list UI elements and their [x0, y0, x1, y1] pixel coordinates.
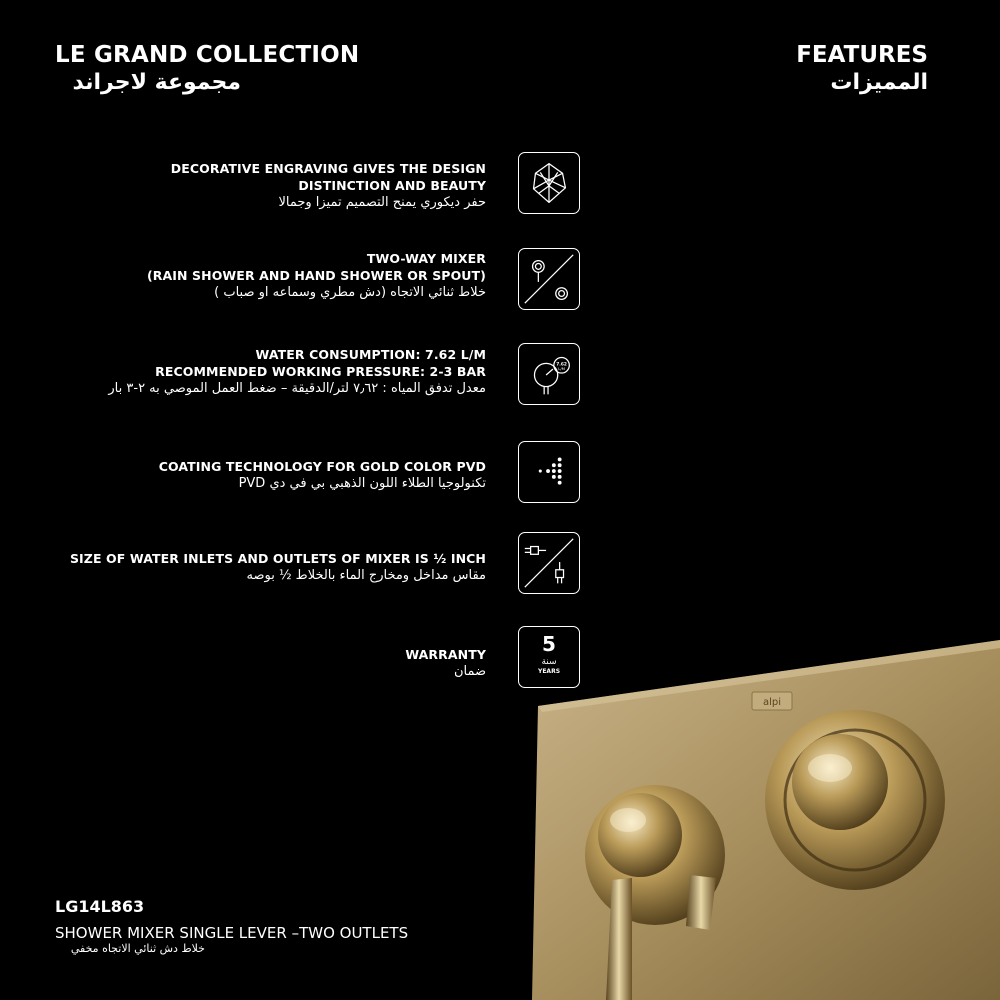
- brand-badge-text: alpi: [762, 697, 782, 708]
- collection-title-en: LE GRAND COLLECTION: [55, 42, 360, 68]
- feature-water-consumption: [16, 346, 486, 397]
- features-title-en: FEATURES: [796, 42, 928, 68]
- warranty-years-en: YEARS: [537, 668, 561, 675]
- pressure-gauge-icon: [518, 343, 580, 405]
- feature-engraving: [16, 160, 486, 211]
- pvd-coating-icon: [518, 441, 580, 503]
- feature-inlet-ar: مقاس مداخل ومخارج الماء بالخلاط ½ بوصه: [246, 568, 486, 583]
- feature-engraving-ar: حفر ديكوري يمنح التصميم تميزا وجمالا: [278, 195, 486, 210]
- gauge-unit: L/M: [558, 366, 565, 372]
- features-title-ar: المميزات: [830, 70, 928, 95]
- inlet-outlet-icon: [518, 532, 580, 594]
- feature-pvd-ar: تكنولوجيا الطلاء اللون الذهبي بي في دي PVD: [238, 476, 486, 491]
- feature-warranty-ar: ضمان: [453, 664, 486, 679]
- gauge-label: 7.62: [556, 362, 567, 368]
- warranty-years-number: 5: [542, 632, 556, 656]
- feature-pvd-en: COATING TECHNOLOGY FOR GOLD COLOR PVD: [158, 459, 486, 474]
- feature-two-way-en-1: TWO-WAY MIXER: [366, 251, 486, 266]
- product-name-en: SHOWER MIXER SINGLE LEVER –TWO OUTLETS: [55, 924, 409, 942]
- feature-two-way: [16, 250, 486, 301]
- two-way-mixer-icon: [518, 248, 580, 310]
- product-name-ar: خلاط دش ثنائي الاتجاه مخفي: [70, 942, 205, 955]
- product-code: LG14L863: [55, 897, 145, 916]
- feature-water-en-2: RECOMMENDED WORKING PRESSURE: 2-3 BAR: [155, 364, 486, 379]
- feature-water-en-1: WATER CONSUMPTION: 7.62 L/M: [255, 347, 486, 362]
- shower-mixer-product-image: [520, 640, 1000, 1000]
- feature-engraving-en-1: DECORATIVE ENGRAVING GIVES THE DESIGN: [170, 161, 486, 176]
- feature-inlet-size: [16, 550, 486, 584]
- feature-two-way-en-2: (RAIN SHOWER AND HAND SHOWER OR SPOUT): [146, 268, 486, 283]
- feature-two-way-ar: خلاط ثنائي الاتجاه (دش مطري وسماعه او صباب ): [214, 285, 486, 300]
- feature-warranty-en: WARRANTY: [405, 647, 486, 662]
- collection-title-ar: مجموعة لاجراند: [72, 70, 241, 95]
- feature-inlet-en: SIZE OF WATER INLETS AND OUTLETS OF MIXER IS ½ INCH: [69, 551, 486, 566]
- feature-engraving-en-2: DISTINCTION AND BEAUTY: [298, 178, 486, 193]
- warranty-years-ar: سنة: [541, 657, 557, 667]
- feature-pvd: [16, 458, 486, 492]
- feature-warranty: [16, 646, 486, 680]
- diamond-engraving-icon: [518, 152, 580, 214]
- feature-water-ar: معدل تدفق المياه : ٧٫٦٢ لتر/الدقيقة – ضغط العمل الموصي به ٢-٣ بار: [108, 381, 486, 396]
